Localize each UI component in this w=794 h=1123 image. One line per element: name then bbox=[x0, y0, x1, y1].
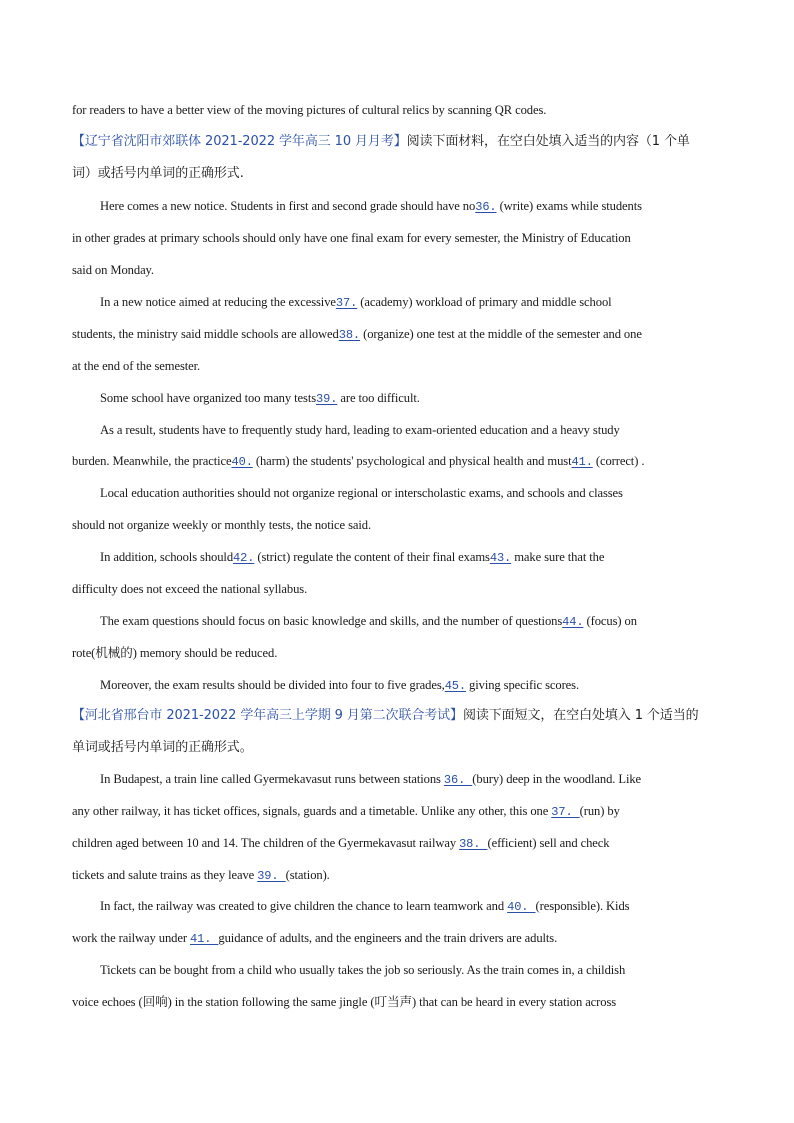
section-1-heading bbox=[72, 133, 732, 151]
paragraph-line: Tickets can be bought from a child who usually takes the job so seriously. As the train comes in, a childish bbox=[100, 963, 626, 977]
continuation-line: for readers to have a better view of the moving pictures of cultural relics by scanning QR codes. bbox=[72, 103, 547, 117]
paragraph-line: voice echoes (回响) in the station following the same jingle (叮当声) that can be heard in every station across bbox=[72, 995, 617, 1009]
section-2-heading bbox=[72, 707, 732, 725]
blank-39: 39. bbox=[257, 869, 286, 883]
paragraph-line: In Budapest, a train line called Gyermekavasut runs between stations 36. (bury) deep in the woodland. Like bbox=[100, 772, 642, 787]
section-2-instruction-cont: 单词或括号内单词的正确形式。 bbox=[72, 740, 253, 755]
paragraph-line: Moreover, the exam results should be divided into four to five grades,45. giving specific scores. bbox=[100, 678, 580, 693]
blank-41: 41. bbox=[190, 932, 219, 946]
paragraph-line: In addition, schools should42. (strict) regulate the content of their final exams43. make sure that the bbox=[100, 550, 605, 565]
paragraph-line: students, the ministry said middle schools are allowed38. (organize) one test at the middle of the semester and one bbox=[72, 327, 642, 342]
paragraph-line: difficulty does not exceed the national syllabus. bbox=[72, 582, 308, 596]
paragraph-line: burden. Meanwhile, the practice40. (harm) the students' psychological and physical health and must41. (correct) . bbox=[72, 454, 645, 469]
blank-43: 43. bbox=[489, 551, 512, 565]
section-2-source: 【河北省邢台市 2021-2022 学年高三上学期 9 月第二次联合考试】 bbox=[72, 708, 463, 723]
paragraph-line: tickets and salute trains as they leave 39. (station). bbox=[72, 868, 330, 883]
blank-40: 40. bbox=[231, 455, 253, 469]
paragraph-line: should not organize weekly or monthly tests, the notice said. bbox=[72, 518, 372, 532]
paragraph-line: As a result, students have to frequently study hard, leading to exam-oriented education and a heavy study bbox=[100, 423, 620, 437]
blank-38: 38. bbox=[338, 328, 361, 342]
blank-45: 45. bbox=[444, 679, 466, 693]
blank-39: 39. bbox=[316, 392, 338, 406]
paragraph-line: work the railway under 41. guidance of adults, and the engineers and the train drivers are adults. bbox=[72, 931, 558, 946]
section-2-instruction: 阅读下面短文，在空白处填入 1 个适当的 bbox=[462, 708, 699, 723]
blank-37: 37. bbox=[335, 296, 358, 310]
blank-40: 40. bbox=[507, 900, 536, 914]
section-1-source: 【辽宁省沈阳市郊联体 2021-2022 学年高三 10 月月考】 bbox=[72, 134, 407, 149]
blank-41: 41. bbox=[571, 455, 593, 469]
blank-36: 36. bbox=[443, 773, 473, 787]
section-1-instruction-cont: 词）或括号内单词的正确形式. bbox=[72, 166, 244, 181]
blank-38: 38. bbox=[459, 837, 488, 851]
paragraph-line: children aged between 10 and 14. The children of the Gyermekavasut railway 38. (efficient) sell and check bbox=[72, 836, 610, 851]
paragraph-line: at the end of the semester. bbox=[72, 359, 201, 373]
paragraph-line: In fact, the railway was created to give children the chance to learn teamwork and 40. (responsible). Kids bbox=[100, 899, 630, 914]
paragraph-line: Local education authorities should not organize regional or interscholastic exams, and schools and classes bbox=[100, 486, 623, 500]
paragraph-line: Here comes a new notice. Students in first and second grade should have no36. (write) exams while students bbox=[100, 199, 642, 214]
paragraph-line: rote(机械的) memory should be reduced. bbox=[72, 646, 278, 660]
paragraph-line: in other grades at primary schools should only have one final exam for every semester, the Ministry of Education bbox=[72, 231, 631, 245]
blank-36: 36. bbox=[475, 200, 497, 214]
paragraph-line: Some school have organized too many tests39. are too difficult. bbox=[100, 391, 420, 406]
blank-42: 42. bbox=[233, 551, 255, 565]
section-1-instruction: 阅读下面材料，在空白处填入适当的内容（1 个单 bbox=[406, 134, 690, 149]
paragraph-line: In a new notice aimed at reducing the excessive37. (academy) workload of primary and middle school bbox=[100, 295, 612, 310]
blank-44: 44. bbox=[562, 615, 584, 629]
blank-37: 37. bbox=[551, 805, 580, 819]
paragraph-line: said on Monday. bbox=[72, 263, 154, 277]
paragraph-line: any other railway, it has ticket offices, signals, guards and a timetable. Unlike any other, this one 37. (run) by bbox=[72, 804, 620, 819]
paragraph-line: The exam questions should focus on basic knowledge and skills, and the number of questions44. (focus) on bbox=[100, 614, 637, 629]
